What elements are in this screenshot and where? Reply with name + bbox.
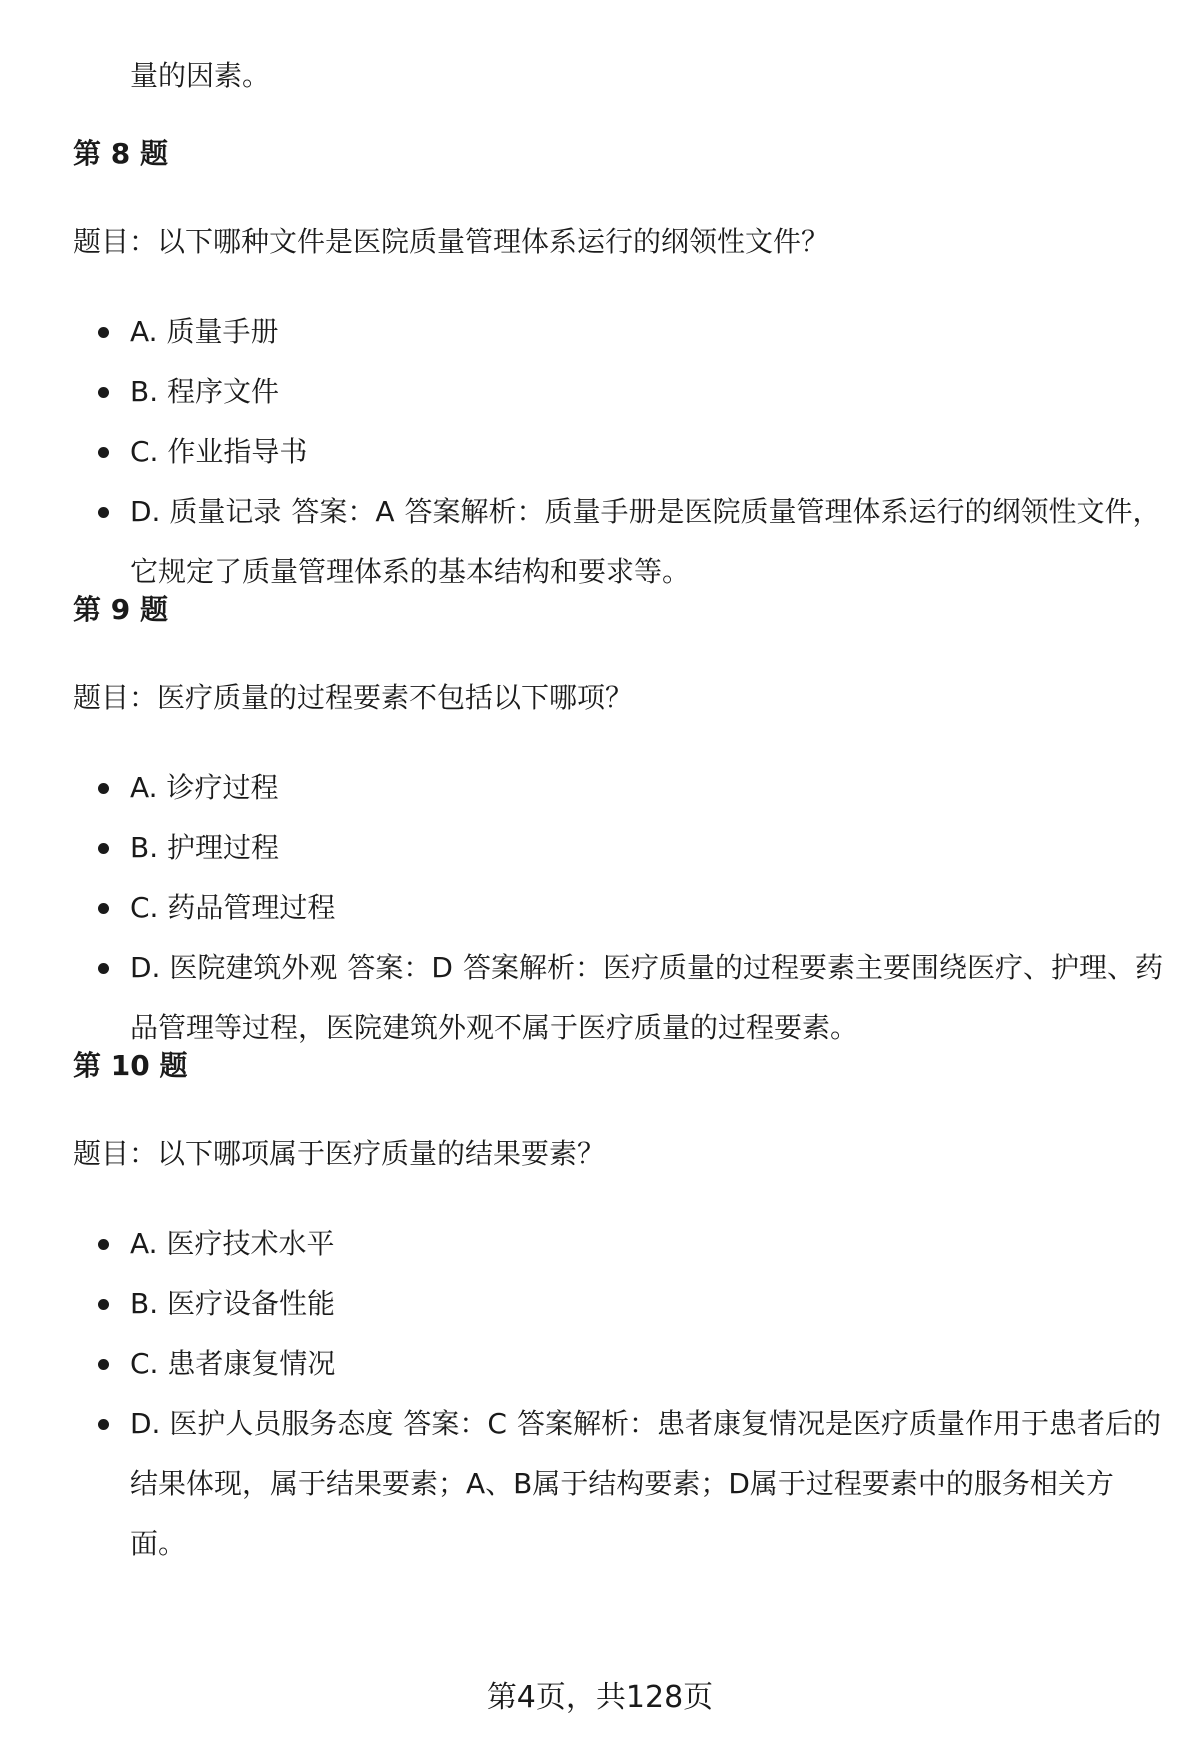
option-b bbox=[73, 818, 1163, 878]
options-list bbox=[73, 302, 1163, 602]
page-number-footer: 第4页，共128页 bbox=[486, 1680, 714, 1715]
analysis-label: 答案解析： bbox=[404, 495, 545, 528]
option-b bbox=[73, 362, 1163, 422]
answer-text: 答案：D bbox=[347, 951, 453, 984]
bullet-icon bbox=[98, 783, 109, 794]
analysis-label: 答案解析： bbox=[516, 1407, 657, 1440]
answer-text: 答案：A bbox=[291, 495, 395, 528]
bullet-icon bbox=[98, 1299, 109, 1310]
option-b bbox=[73, 1274, 1163, 1334]
analysis-label: 答案解析： bbox=[462, 951, 603, 984]
question-heading: 第 8 题 bbox=[73, 137, 168, 170]
bullet-icon bbox=[98, 387, 109, 398]
bullet-icon bbox=[98, 1359, 109, 1370]
option-d bbox=[73, 938, 1163, 1058]
option-c bbox=[73, 878, 1163, 938]
option-text: D. 医护人员服务态度 bbox=[130, 1407, 394, 1440]
analysis-text: 患者康复情况是医疗质量作用于患者后的结果体现，属于结果要素；A、B属于结构要素；D属于过程要素中的服务相关方面。 bbox=[130, 1407, 1161, 1560]
bullet-icon bbox=[98, 843, 109, 854]
option-text: A. 医疗技术水平 bbox=[130, 1227, 335, 1260]
option-d bbox=[73, 482, 1163, 602]
option-a bbox=[73, 302, 1163, 362]
bullet-icon bbox=[98, 903, 109, 914]
option-c bbox=[73, 422, 1163, 482]
analysis-text: 质量手册是医院质量管理体系运行的纲领性文件，它规定了质量管理体系的基本结构和要求等。 bbox=[130, 495, 1161, 588]
option-c bbox=[73, 1334, 1163, 1394]
carryover-text: 量的因素。 bbox=[130, 59, 271, 92]
question-8 bbox=[73, 134, 1163, 602]
option-a bbox=[73, 758, 1163, 818]
question-stem: 题目：医疗质量的过程要素不包括以下哪项？ bbox=[73, 681, 634, 714]
option-text: C. 药品管理过程 bbox=[130, 891, 336, 924]
options-list bbox=[73, 1214, 1163, 1574]
option-text: C. 患者康复情况 bbox=[130, 1347, 336, 1380]
question-stem: 题目：以下哪种文件是医院质量管理体系运行的纲领性文件？ bbox=[73, 225, 830, 258]
question-heading: 第 10 题 bbox=[73, 1049, 188, 1082]
option-d bbox=[73, 1394, 1163, 1574]
options-list bbox=[73, 758, 1163, 1058]
option-text: B. 医疗设备性能 bbox=[130, 1287, 336, 1320]
bullet-icon bbox=[98, 327, 109, 338]
question-heading: 第 9 题 bbox=[73, 593, 168, 626]
option-text: D. 医院建筑外观 bbox=[130, 951, 338, 984]
question-stem: 题目：以下哪项属于医疗质量的结果要素？ bbox=[73, 1137, 606, 1170]
bullet-icon bbox=[98, 963, 109, 974]
analysis-text: 医疗质量的过程要素主要围绕医疗、护理、药品管理等过程，医院建筑外观不属于医疗质量的过程要素。 bbox=[130, 951, 1163, 1044]
option-text: A. 质量手册 bbox=[130, 315, 279, 348]
option-text: C. 作业指导书 bbox=[130, 435, 308, 468]
bullet-icon bbox=[98, 507, 109, 518]
question-10 bbox=[73, 1046, 1163, 1574]
question-9 bbox=[73, 590, 1163, 1058]
bullet-icon bbox=[98, 1239, 109, 1250]
answer-text: 答案：C bbox=[403, 1407, 507, 1440]
option-text: B. 护理过程 bbox=[130, 831, 280, 864]
bullet-icon bbox=[98, 1419, 109, 1430]
option-a bbox=[73, 1214, 1163, 1274]
option-text: D. 质量记录 bbox=[130, 495, 282, 528]
bullet-icon bbox=[98, 447, 109, 458]
option-text: A. 诊疗过程 bbox=[130, 771, 279, 804]
option-text: B. 程序文件 bbox=[130, 375, 280, 408]
